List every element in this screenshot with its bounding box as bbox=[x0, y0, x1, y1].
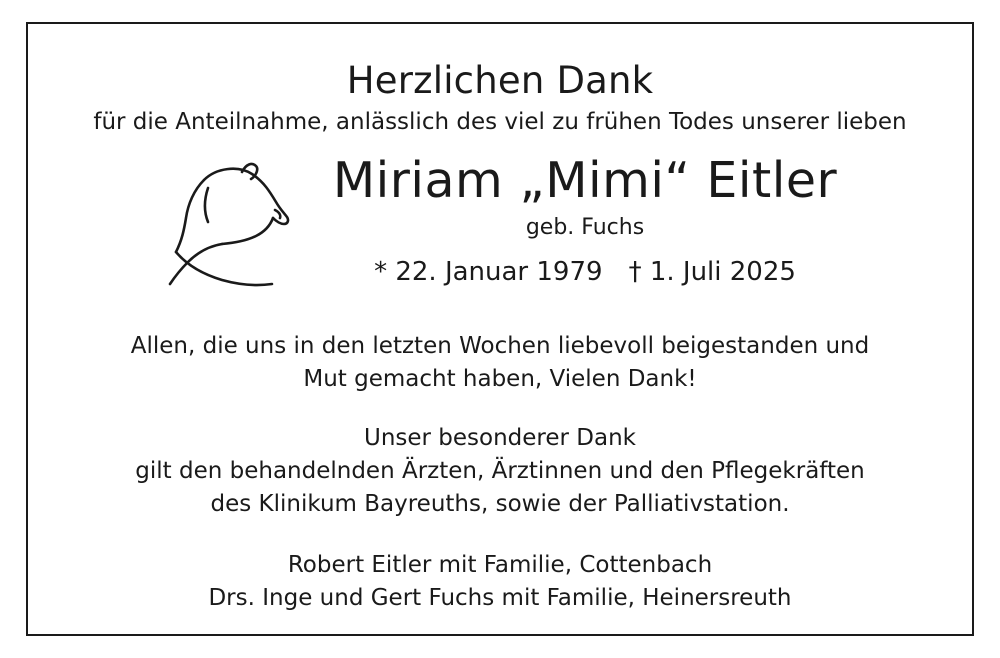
birth-date: * 22. Januar 1979 bbox=[374, 257, 603, 287]
paragraph-line: Robert Eitler mit Familie, Cottenbach bbox=[287, 552, 713, 578]
death-date: † 1. Juli 2025 bbox=[628, 257, 796, 287]
deceased-name: Miriam „Mimi“ Eitler bbox=[332, 152, 838, 209]
family-signatures bbox=[68, 549, 932, 615]
page-subtitle: für die Anteilnahme, anlässlich des viel zu frühen Todes unserer lieben bbox=[93, 109, 907, 135]
name-column bbox=[258, 152, 912, 290]
horse-head-icon bbox=[146, 160, 316, 290]
life-dates bbox=[258, 254, 912, 290]
paragraph-line: Unser besonderer Dank bbox=[363, 425, 636, 451]
thanks-paragraph-1 bbox=[68, 330, 932, 396]
page-title: Herzlichen Dank bbox=[346, 59, 654, 102]
paragraph-line: des Klinikum Bayreuths, sowie der Palliativstation. bbox=[210, 491, 790, 517]
paragraph-line: Allen, die uns in den letzten Wochen liebevoll beigestanden und bbox=[130, 333, 870, 359]
maiden-name: geb. Fuchs bbox=[525, 215, 645, 240]
paragraph-line: Drs. Inge und Gert Fuchs mit Familie, Heinersreuth bbox=[208, 585, 792, 611]
thanks-paragraph-2 bbox=[68, 422, 932, 521]
paragraph-line: gilt den behandelnden Ärzten, Ärztinnen und den Pflegekräften bbox=[135, 458, 865, 484]
name-block bbox=[68, 152, 932, 302]
obituary-card bbox=[26, 22, 974, 636]
obituary-card-content bbox=[28, 24, 972, 634]
paragraph-line: Mut gemacht haben, Vielen Dank! bbox=[303, 366, 697, 392]
